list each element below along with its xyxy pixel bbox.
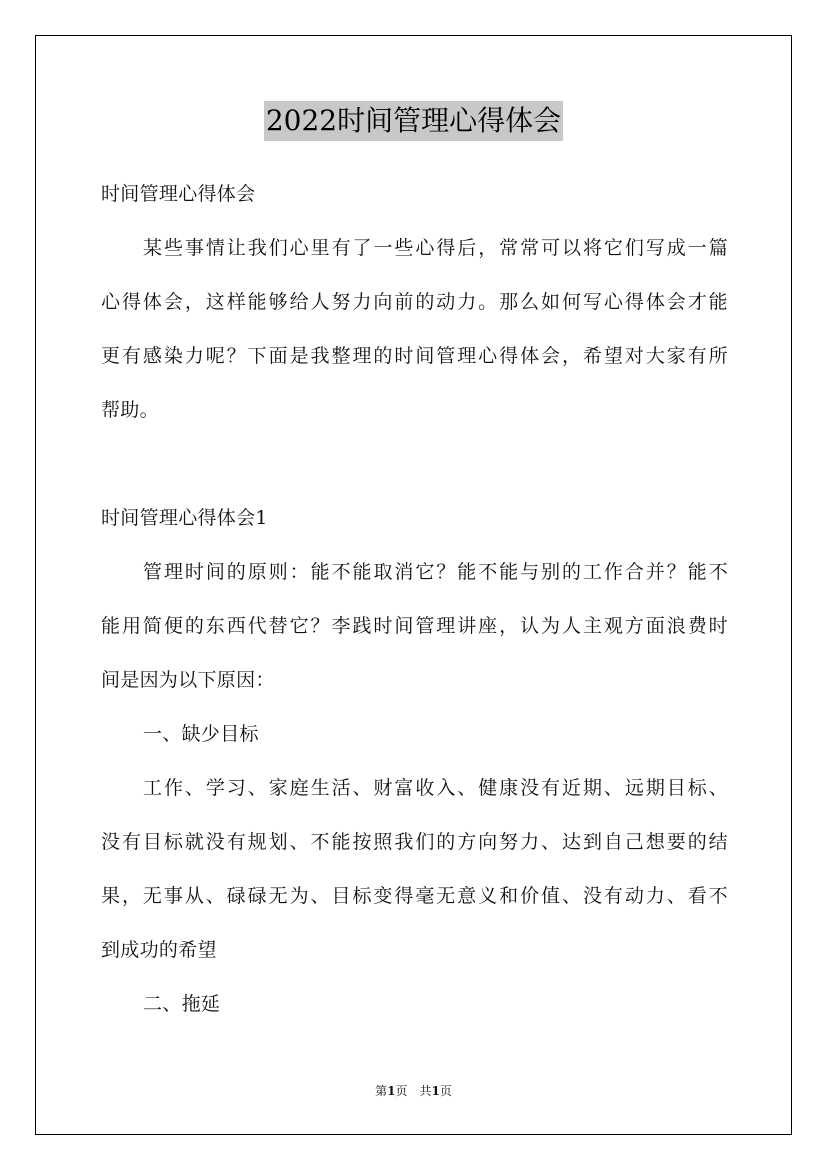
section-heading: 时间管理心得体会1 — [101, 507, 268, 529]
intro-heading: 时间管理心得体会 — [101, 183, 256, 205]
point-heading: 一、缺少目标 — [143, 723, 259, 745]
section-paragraph-line: 能用简便的东西代替它？李践时间管理讲座，认为人主观方面浪费时 — [101, 615, 728, 637]
document-body — [101, 167, 728, 1031]
document-title: 2022时间管理心得体会 — [264, 101, 563, 141]
section-paragraph-line: 管理时间的原则：能不能取消它？能不能与别的工作合并？能不 — [143, 561, 728, 583]
point-heading: 二、拖延 — [143, 993, 221, 1015]
point-paragraph-line: 工作、学习、家庭生活、财富收入、健康没有近期、远期目标、 — [143, 777, 728, 799]
intro-paragraph-line: 某些事情让我们心里有了一些心得后，常常可以将它们写成一篇 — [143, 237, 728, 259]
title-container — [0, 101, 827, 141]
paragraph-spacer — [101, 437, 728, 491]
intro-paragraph-line: 心得体会，这样能够给人努力向前的动力。那么如何写心得体会才能 — [101, 291, 728, 313]
footer-mid: 页 共 — [395, 1084, 432, 1098]
point-paragraph-line: 到成功的希望 — [101, 939, 217, 961]
point-paragraph-line: 没有目标就没有规划、不能按照我们的方向努力、达到自己想要的结 — [101, 831, 728, 853]
intro-paragraph-line: 帮助。 — [101, 399, 159, 421]
point-paragraph-line: 果，无事从、碌碌无为、目标变得毫无意义和价值、没有动力、看不 — [101, 885, 728, 907]
footer-prefix: 第 — [375, 1084, 388, 1098]
footer-suffix: 页 — [439, 1084, 452, 1098]
intro-paragraph-line: 更有感染力呢？下面是我整理的时间管理心得体会，希望对大家有所 — [101, 345, 728, 367]
footer-page-total: 1 — [431, 1084, 440, 1098]
page-footer — [0, 1081, 827, 1101]
section-paragraph-line: 间是因为以下原因： — [101, 669, 275, 691]
footer-page-number: 1 — [387, 1084, 396, 1098]
